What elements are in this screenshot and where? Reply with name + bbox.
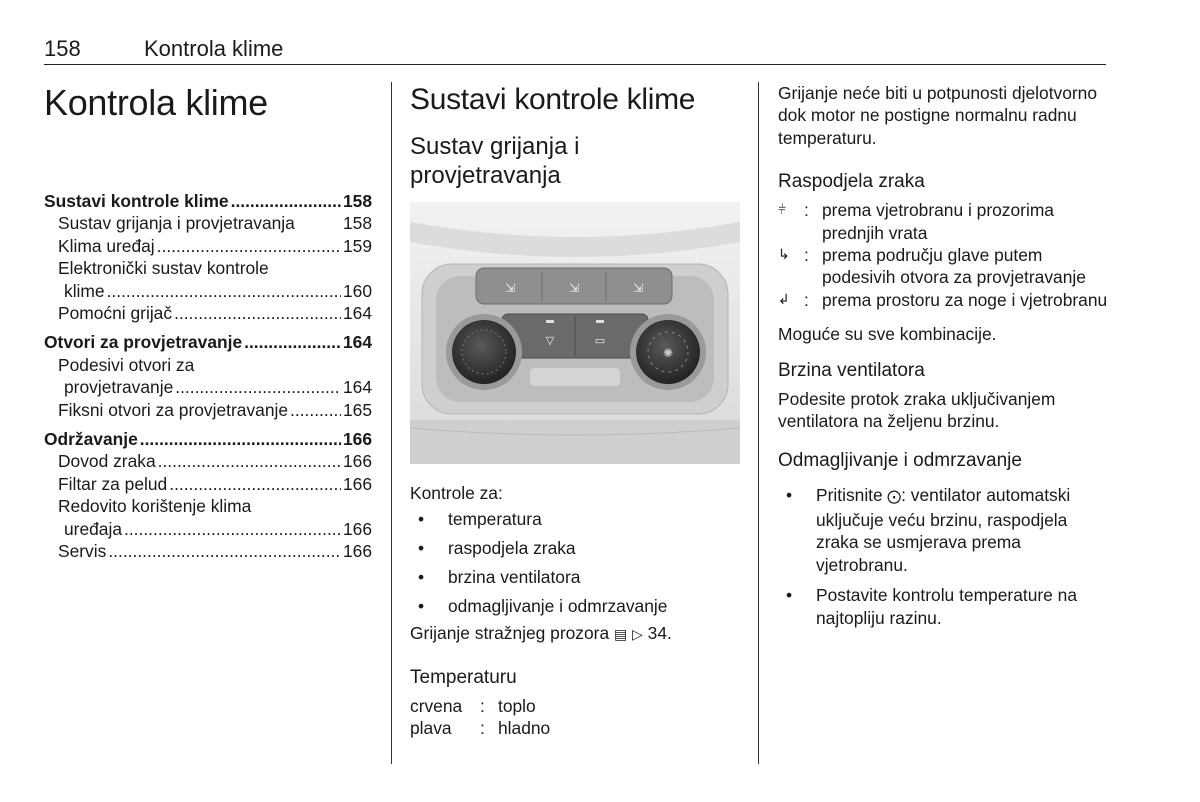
toc-entry-label: Klima uređaj <box>58 235 155 256</box>
climate-control-panel-image <box>410 202 740 464</box>
toc-entry-page: 158 <box>342 191 372 211</box>
toc-leader-dots <box>107 280 341 302</box>
toc-leader-dots <box>124 518 341 540</box>
distribution-text: prema vjetrobranu i prozorima prednjih vrata <box>822 200 1054 243</box>
svg-text:▭: ▭ <box>594 334 606 347</box>
list-item: • odmagljivanje i odmrzavanje <box>410 595 740 617</box>
toc-leader-dots <box>140 428 341 450</box>
svg-text:▽: ▽ <box>545 334 555 347</box>
toc-leader-dots <box>157 235 341 257</box>
toc-leader-dots <box>175 376 341 398</box>
column-divider-1 <box>391 82 392 764</box>
see-page-arrow-icon: ▷ <box>632 627 643 644</box>
page-number: 158 <box>44 36 81 61</box>
distribution-list <box>778 199 1108 311</box>
toc-leader-dots <box>108 540 341 562</box>
toc-leader-dots <box>158 450 341 472</box>
distribution-item: ↲ : prema prostoru za noge i vjetrobranu <box>778 289 1108 310</box>
toc-entry-label: Podesivi otvori za <box>58 354 195 375</box>
toc-entry[interactable] <box>44 473 372 495</box>
toc-entry-page: 164 <box>342 377 372 398</box>
defrost-icon: ⨀ <box>882 489 902 506</box>
temperature-row: crvena : toplo <box>410 695 536 716</box>
fan-text: Podesite protok zraka uključivanjem ventilatora na željenu brzinu. <box>778 388 1056 432</box>
toc-entry-label: Pomoćni grijač <box>58 303 173 324</box>
controls-intro: Kontrole za: <box>410 483 503 503</box>
climate-panel-illustration <box>410 202 740 464</box>
svg-text:✺: ✺ <box>662 346 674 360</box>
toc-entry[interactable] <box>44 257 372 279</box>
content-column-2 <box>410 82 740 740</box>
toc-entry[interactable] <box>44 540 372 562</box>
section-title: Sustavi kontrole klime <box>410 83 696 116</box>
list-item: • Pritisnite ⨀: ventilator automatski uključuje veću brzinu, raspodjela zraka se usmjerava prema vjetrobranu. <box>778 484 1108 576</box>
toc-entry-page: 166 <box>342 541 372 562</box>
toc-entry-label: Elektronički sustav kontrole <box>58 258 269 279</box>
toc-entry-label: Sustavi kontrole klime <box>44 191 229 211</box>
list-item: • raspodjela zraka <box>410 537 740 559</box>
temperature-row: plava : hladno <box>410 718 551 739</box>
toc-entry-label: Filtar za pelud <box>58 473 168 494</box>
running-title: Kontrola klime <box>144 36 284 61</box>
toc-entry[interactable] <box>44 518 372 540</box>
temperature-table <box>410 695 740 740</box>
distribution-text: prema prostoru za noge i vjetrobranu <box>822 289 1108 310</box>
defrost-heading: Odmagljivanje i odmrzavanje <box>778 450 1022 472</box>
foot-airflow-icon: ↲ <box>778 291 790 308</box>
toc-entry-page: 160 <box>342 280 372 301</box>
svg-text:⇲: ⇲ <box>632 281 644 295</box>
temperature-key: crvena <box>410 695 463 716</box>
fan-heading: Brzina ventilatora <box>778 359 925 381</box>
temperature-key: plava <box>410 718 452 739</box>
toc-entry-page: 164 <box>342 303 372 324</box>
toc-entry[interactable] <box>44 280 372 302</box>
rear-heating-line: Grijanje stražnjeg prozora ▤ ▷ 34. <box>410 623 672 644</box>
toc-entry-label: Dovod zraka <box>58 451 156 472</box>
subsection-title: Sustav grijanja i provjetravanja <box>410 133 580 189</box>
toc-leader-dots <box>169 473 341 495</box>
head-airflow-icon: ↳ <box>778 247 790 264</box>
toc-entry-label: Održavanje <box>44 429 138 450</box>
svg-text:⇲: ⇲ <box>568 281 580 295</box>
toc-entry[interactable] <box>44 450 372 472</box>
toc-entry-page: 166 <box>342 429 372 450</box>
toc-column <box>44 82 372 563</box>
temperature-value: hladno <box>498 718 551 739</box>
toc-entry-page: 166 <box>342 473 372 494</box>
toc-entry-label: klime <box>64 280 105 301</box>
toc-entry-label: Sustav grijanja i provjetravanja <box>58 213 295 234</box>
toc-entry[interactable] <box>44 354 372 376</box>
distribution-text: prema području glave putem podesivih otvora za provjetravanje <box>822 245 1086 288</box>
list-item: • Postavite kontrolu temperature na najtopliju razinu. <box>778 584 1108 629</box>
toc-entry[interactable] <box>44 190 372 212</box>
toc-entry-page: 158 <box>342 213 372 234</box>
toc-entry[interactable] <box>44 331 372 353</box>
toc-leader-dots <box>290 399 341 421</box>
chapter-title: Kontrola klime <box>44 82 268 123</box>
toc-entry-label: Fiksni otvori za provjetravanje <box>58 399 289 420</box>
distribution-item: ↳ : prema području glave putem podesivih otvora za provjetravanje <box>778 244 1108 289</box>
content-column-3 <box>778 82 1108 637</box>
svg-text:⇲: ⇲ <box>504 281 516 295</box>
controls-list <box>410 508 740 617</box>
list-item: • brzina ventilatora <box>410 566 740 588</box>
toc-entry[interactable] <box>44 495 372 517</box>
toc-entry-page: 164 <box>342 332 372 353</box>
table-of-contents <box>44 190 372 563</box>
toc-entry-label: Servis <box>58 541 107 562</box>
toc-leader-dots <box>231 190 341 212</box>
toc-entry[interactable] <box>44 302 372 324</box>
temperature-value: toplo <box>498 695 536 716</box>
list-item: • temperatura <box>410 508 740 530</box>
toc-entry[interactable] <box>44 235 372 257</box>
toc-leader-dots <box>174 302 341 324</box>
toc-entry-label: Redovito korištenje klima <box>58 496 252 517</box>
distribution-item: ⫩ : prema vjetrobranu i prozorima prednjih vrata <box>778 199 1108 244</box>
toc-entry-page: 165 <box>342 399 372 420</box>
windscreen-airflow-icon: ⫩ <box>778 202 787 219</box>
toc-entry[interactable] <box>44 212 372 234</box>
combinations-text: Moguće su sve kombinacije. <box>778 324 997 345</box>
column-divider-2 <box>758 82 759 764</box>
page-header <box>44 36 1106 65</box>
temperature-heading: Temperaturu <box>410 666 517 688</box>
defrost-list <box>778 484 1108 628</box>
toc-entry-label: provjetravanje <box>64 377 174 398</box>
toc-entry-page: 159 <box>342 235 372 256</box>
toc-entry[interactable] <box>44 376 372 398</box>
toc-entry-page: 166 <box>342 518 372 539</box>
intro-text: Grijanje neće biti u potpunosti djelotvorno dok motor ne postigne normalnu radnu temperaturu. <box>778 83 1098 148</box>
toc-entry[interactable] <box>44 428 372 450</box>
toc-leader-dots <box>244 331 341 353</box>
toc-entry-label: uređaja <box>64 518 123 539</box>
toc-entry[interactable] <box>44 399 372 421</box>
toc-entry-page: 166 <box>342 451 372 472</box>
toc-entry-label: Otvori za provjetravanje <box>44 332 243 353</box>
rear-window-heating-icon: ▤ <box>613 627 628 644</box>
distribution-heading: Raspodjela zraka <box>778 171 925 193</box>
